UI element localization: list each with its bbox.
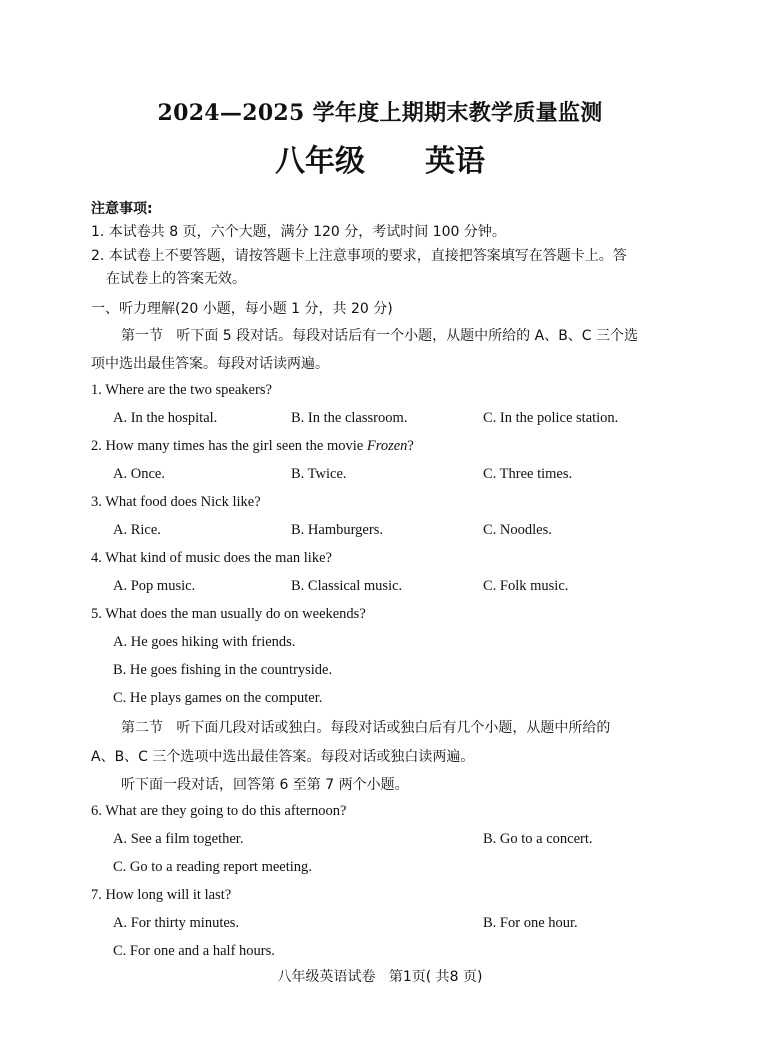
- question-1-stem: 1. Where are the two speakers?: [91, 382, 272, 398]
- part2-text: 听下面几段对话或独白。每段对话或独白后有几个小题，从题中所给的: [176, 720, 611, 736]
- notice-item-2: 2. 本试卷上不要答题，请按答题卡上注意事项的要求，直接把答案填写在答题卡上。答: [91, 248, 627, 264]
- question-6-stem: 6. What are they going to do this afternoon?: [91, 803, 347, 819]
- subject-label: 英语: [425, 144, 485, 179]
- question-2-option-b: B. Twice.: [291, 466, 347, 482]
- question-3-option-b: B. Hamburgers.: [291, 522, 383, 538]
- question-4-option-b: B. Classical music.: [291, 578, 403, 594]
- question-5-stem: 5. What does the man usually do on weekends?: [91, 606, 366, 622]
- question-6-option-a: A. See a film together.: [113, 831, 244, 847]
- part2-instruction-cont: A、B、C 三个选项中选出最佳答案。每段对话或独白读两遍。: [91, 749, 475, 765]
- question-2-stem-pre: 2. How many times has the girl seen the movie: [91, 438, 367, 454]
- question-7-stem: 7. How long will it last?: [91, 887, 232, 903]
- notice-item-2-cont: 在试卷上的答案无效。: [106, 271, 246, 287]
- part1-label: 第一节: [121, 328, 163, 344]
- notice-heading: 注意事项:: [91, 201, 153, 217]
- notice-item-1: 1. 本试卷共 8 页，六个大题，满分 120 分，考试时间 100 分钟。: [91, 224, 506, 240]
- question-7-option-a: A. For thirty minutes.: [113, 915, 240, 931]
- section1-heading: 一、听力理解(20 小题，每小题 1 分，共 20 分): [91, 301, 393, 317]
- question-1-option-b: B. In the classroom.: [291, 410, 408, 426]
- question-5-option-c: C. He plays games on the computer.: [113, 690, 323, 706]
- part1-instruction: [121, 325, 638, 345]
- question-2-stem-post: ?: [407, 438, 414, 454]
- part2-sub-instruction: 听下面一段对话，回答第 6 至第 7 两个小题。: [121, 777, 409, 793]
- question-2-option-a: A. Once.: [113, 466, 165, 482]
- question-4-stem: 4. What kind of music does the man like?: [91, 550, 332, 566]
- question-4-option-a: A. Pop music.: [113, 578, 196, 594]
- question-1-option-a: A. In the hospital.: [113, 410, 218, 426]
- question-1-option-c: C. In the police station.: [483, 410, 619, 426]
- question-3-stem: 3. What food does Nick like?: [91, 494, 261, 510]
- question-4-option-c: C. Folk music.: [483, 578, 569, 594]
- part1-instruction-cont: 项中选出最佳答案。每段对话读两遍。: [91, 356, 329, 372]
- grade-label: 八年级: [275, 144, 365, 179]
- question-5-option-a: A. He goes hiking with friends.: [113, 634, 296, 650]
- question-3-option-c: C. Noodles.: [483, 522, 552, 538]
- question-3-option-a: A. Rice.: [113, 522, 161, 538]
- page-footer: 八年级英语试卷 第1页( 共8 页): [277, 969, 483, 985]
- exam-title: 2024—2025 学年度上期期末教学质量监测: [157, 100, 603, 126]
- question-6-option-c: C. Go to a reading report meeting.: [113, 859, 312, 875]
- movie-title: Frozen: [366, 438, 408, 454]
- question-2-stem: [91, 438, 414, 455]
- question-5-option-b: B. He goes fishing in the countryside.: [113, 662, 333, 678]
- question-7-option-c: C. For one and a half hours.: [113, 943, 275, 959]
- part2-label: 第二节: [121, 720, 163, 736]
- question-6-option-b: B. Go to a concert.: [483, 831, 593, 847]
- question-7-option-b: B. For one hour.: [483, 915, 578, 931]
- exam-subtitle: [0, 136, 760, 180]
- part2-instruction: [121, 717, 610, 737]
- question-2-option-c: C. Three times.: [483, 466, 573, 482]
- part1-text: 听下面 5 段对话。每段对话后有一个小题，从题中所给的 A、B、C 三个选: [176, 328, 639, 344]
